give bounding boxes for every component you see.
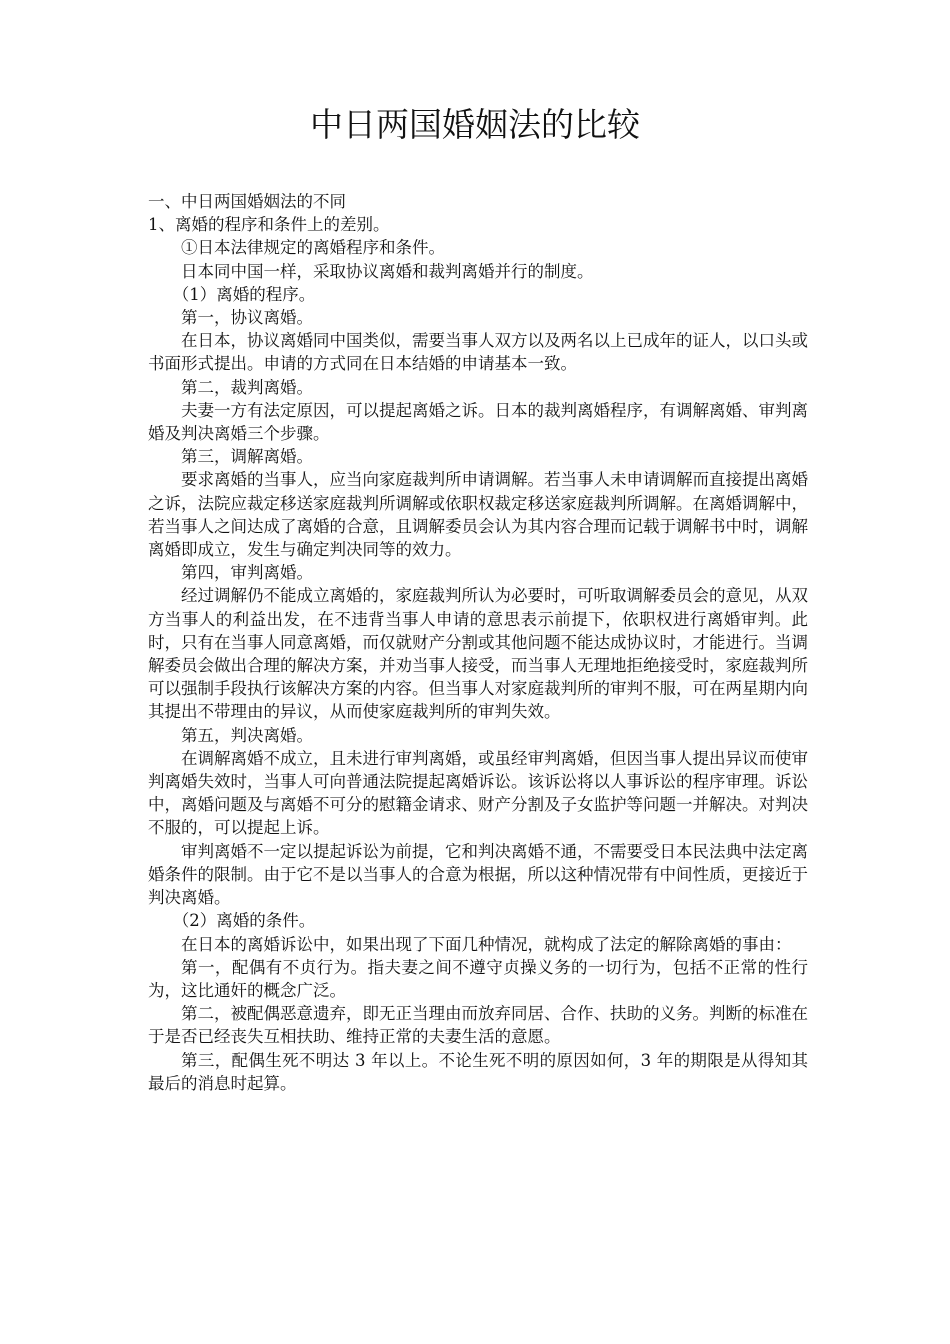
paragraph: 第三，调解离婚。	[181, 447, 313, 467]
paragraph: 第一，配偶有不贞行为。指夫妻之间不遵守贞操义务的一切行为，包括不正常的性行为，这比通奸的概念广泛。	[148, 957, 808, 1000]
paragraph: 日本同中国一样，采取协议离婚和裁判离婚并行的制度。	[181, 261, 594, 281]
paragraph: 要求离婚的当事人，应当向家庭裁判所申请调解。若当事人未申请调解而直接提出离婚之诉，法院应裁定移送家庭裁判所调解或依职权裁定移送家庭裁判所调解。在离婚调解中，若当事人之间达成了离婚的合意，且调解委员会认为其内容合理而记载于调解书中时，调解离婚即成立，发生与确定判决同等的效力。	[148, 470, 808, 560]
paragraph: 在日本，协议离婚同中国类似，需要当事人双方以及两名以上已成年的证人，以口头或书面形式提出。申请的方式同在日本结婚的申请基本一致。	[148, 331, 808, 374]
paragraph: 在日本的离婚诉讼中，如果出现了下面几种情况，就构成了法定的解除离婚的事由：	[181, 934, 792, 954]
subsection-heading: 1、离婚的程序和条件上的差别。	[148, 215, 390, 235]
paragraph: （1）离婚的程序。	[172, 284, 316, 304]
section-heading: 一、中日两国婚姻法的不同	[148, 192, 346, 211]
paragraph: 第五，判决离婚。	[181, 725, 313, 745]
paragraph: 审判离婚不一定以提起诉讼为前提，它和判决离婚不通，不需要受日本民法典中法定离婚条件的限制。由于它不是以当事人的合意为根据，所以这种情况带有中间性质，更接近于判决离婚。	[148, 841, 808, 908]
paragraph: 第四，审判离婚。	[181, 563, 313, 583]
paragraph: 第一，协议离婚。	[181, 308, 313, 328]
paragraph: （2）离婚的条件。	[172, 911, 316, 931]
paragraph: 第二，被配偶恶意遗弃，即无正当理由而放弃同居、合作、扶助的义务。判断的标准在于是否已经丧失互相扶助、维持正常的夫妻生活的意愿。	[148, 1004, 808, 1047]
paragraph: 在调解离婚不成立，且未进行审判离婚，或虽经审判离婚，但因当事人提出异议而使审判离婚失效时，当事人可向普通法院提起离婚诉讼。该诉讼将以人事诉讼的程序审理。诉讼中，离婚问题及与离婚不可分的慰籍金请求、财产分割及子女监护等问题一并解决。对判决不服的，可以提起上诉。	[148, 748, 808, 838]
paragraph: 夫妻一方有法定原因，可以提起离婚之诉。日本的裁判离婚程序，有调解离婚、审判离婚及判决离婚三个步骤。	[148, 400, 808, 444]
document-title: 中日两国婚姻法的比较	[310, 105, 640, 144]
paragraph: ①日本法律规定的离婚程序和条件。	[181, 238, 445, 258]
paragraph: 第二，裁判离婚。	[181, 377, 313, 397]
paragraph: 经过调解仍不能成立离婚的，家庭裁判所认为必要时，可听取调解委员会的意见，从双方当事人的利益出发，在不违背当事人申请的意思表示前提下，依职权进行离婚审判。此时，只有在当事人同意离婚，而仅就财产分割或其他问题不能达成协议时，才能进行。当调解委员会做出合理的解决方案，并劝当事人接受，而当事人无理地拒绝接受时，家庭裁判所可以强制手段执行该解决方案的内容。但当事人对家庭裁判所的审判不服，可在两星期内向其提出不带理由的异议，从而使家庭裁判所的审判失效。	[148, 586, 808, 722]
paragraph: 第三，配偶生死不明达 3 年以上。不论生死不明的原因如何，3 年的期限是从得知其最后的消息时起算。	[148, 1050, 808, 1093]
document-body	[148, 190, 808, 1095]
